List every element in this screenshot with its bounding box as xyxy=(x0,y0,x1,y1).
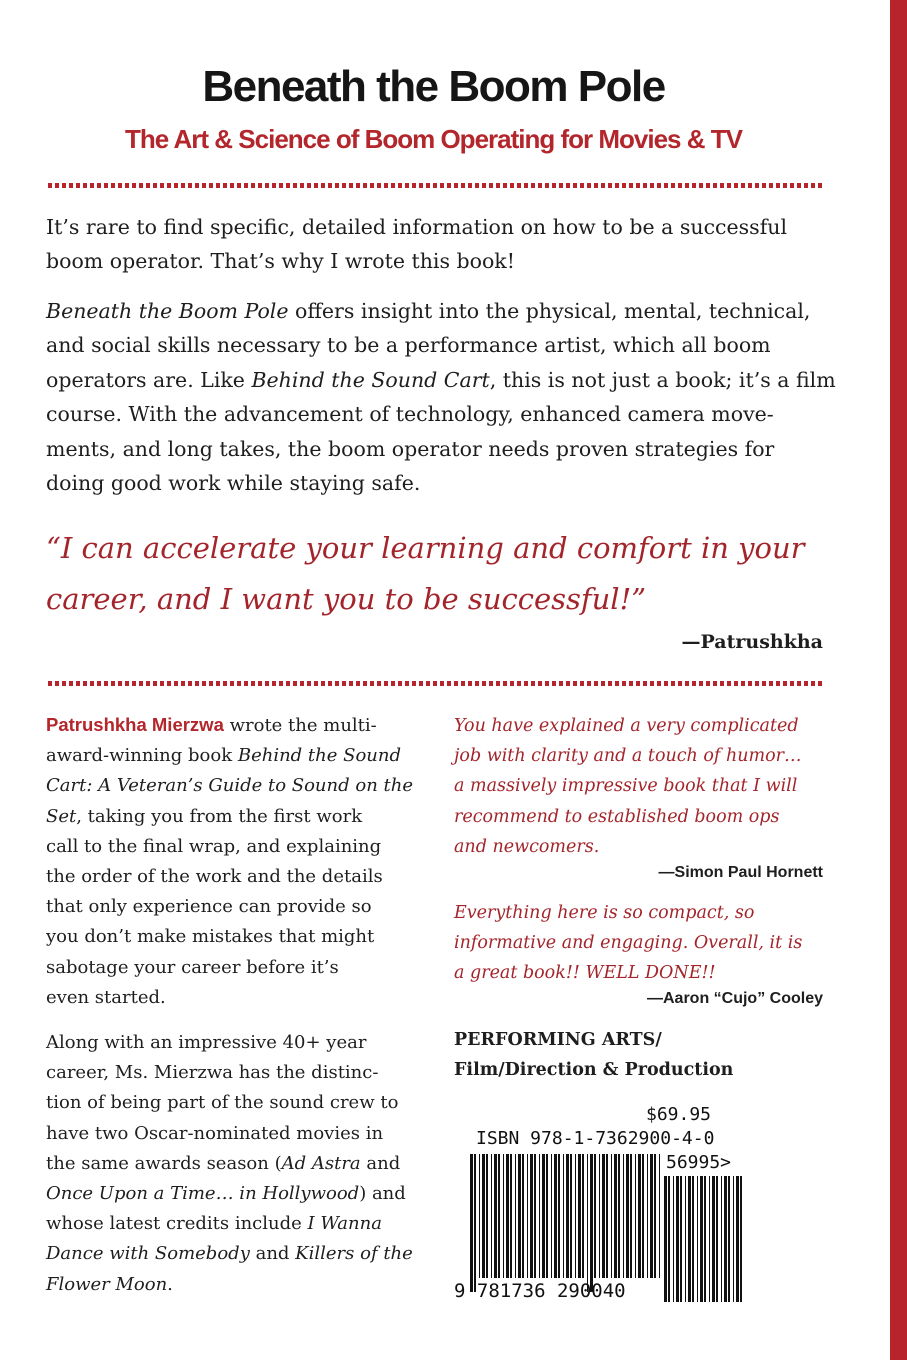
barcode-bar xyxy=(587,1154,588,1292)
barcode-bar xyxy=(546,1154,548,1278)
review-2-attribution: —Aaron “Cujo” Cooley xyxy=(646,990,823,1007)
text-line: call to the final wrap, and explaining xyxy=(46,835,382,857)
text-line xyxy=(46,1179,426,1209)
text-line xyxy=(46,710,426,741)
barcode-bar xyxy=(630,1154,632,1278)
barcode-bar xyxy=(506,1154,509,1278)
text-fragment: operators are. Like xyxy=(46,367,252,392)
barcode-bar xyxy=(539,1154,540,1278)
ean-barcode-bars xyxy=(468,1154,664,1294)
author-career xyxy=(46,1028,426,1300)
barcode-bar xyxy=(688,1176,691,1302)
quote-line: “I can accelerate your learning and comfort in your xyxy=(46,531,805,565)
book-title: Beneath the Boom Pole xyxy=(202,62,665,111)
quote-line: career, and I want you to be successful!” xyxy=(46,582,647,616)
barcode-bar xyxy=(570,1154,572,1278)
text-line: even started. xyxy=(46,986,166,1008)
text-fragment: ) and xyxy=(359,1183,406,1205)
text-line: doing good work while staying safe. xyxy=(46,471,421,496)
review-line: You have explained a very complicated xyxy=(454,716,799,736)
barcode-bar xyxy=(534,1154,536,1278)
barcode-bar xyxy=(482,1154,485,1278)
barcode-bar xyxy=(606,1154,608,1278)
barcode-bar xyxy=(740,1176,742,1302)
barcode-bar xyxy=(582,1154,584,1278)
text-line: sabotage your career before it’s xyxy=(46,956,339,978)
isbn-barcode xyxy=(454,1104,754,1304)
barcode-bar xyxy=(554,1154,557,1278)
barcode-bar xyxy=(650,1154,653,1278)
barcode-bar xyxy=(494,1154,497,1278)
barcode-bar xyxy=(635,1154,636,1278)
barcode-bar xyxy=(654,1154,656,1278)
barcode-bar xyxy=(510,1154,512,1278)
barcode-bar xyxy=(614,1154,617,1278)
barcode-bar xyxy=(659,1154,660,1278)
barcode-bar xyxy=(736,1176,739,1302)
barcode-bar xyxy=(724,1176,727,1302)
text-line: course. With the advancement of technology, enhanced camera move- xyxy=(46,402,774,427)
review-line: recommend to established boom ops xyxy=(454,806,780,827)
author-bio xyxy=(46,710,426,1013)
text-line: have two Oscar-nominated movies in xyxy=(46,1122,384,1144)
barcode-bar xyxy=(470,1154,473,1292)
barcode-bar xyxy=(680,1176,682,1302)
text-line xyxy=(46,363,836,397)
barcode-bar xyxy=(542,1154,545,1278)
barcode-bar xyxy=(623,1154,624,1278)
barcode-bar xyxy=(700,1176,703,1302)
barcode-bar xyxy=(578,1154,581,1278)
movie-title-ref: Once Upon a Time… in Hollywood xyxy=(46,1183,360,1205)
barcode-bar xyxy=(566,1154,569,1278)
isbn-label: ISBN 978-1-7362900-4-0 xyxy=(476,1128,715,1149)
text-line: and social skills necessary to be a performance artist, which all boom xyxy=(46,333,771,358)
barcode-bar xyxy=(673,1176,674,1302)
text-fragment: offers insight into the physical, mental, technical, xyxy=(288,299,811,323)
text-line: tion of being part of the sound crew to xyxy=(46,1092,399,1114)
barcode-bar xyxy=(676,1176,679,1302)
barcode-bar xyxy=(498,1154,500,1278)
text-line xyxy=(46,1209,426,1239)
text-line xyxy=(46,1149,426,1179)
book-title-ref: Behind the Sound Cart xyxy=(251,367,490,392)
text-line xyxy=(46,802,426,832)
review-line: a massively impressive book that I will xyxy=(454,776,798,797)
movie-title-ref: Ad Astra xyxy=(281,1152,361,1174)
book-title-ref: Behind the Sound xyxy=(237,745,402,767)
barcode-bar xyxy=(733,1176,734,1302)
barcode-bar xyxy=(602,1154,605,1278)
book-title-ref: Beneath the Boom Pole xyxy=(46,299,289,323)
barcode-bar xyxy=(575,1154,576,1278)
review-line: a great book!! WELL DONE!! xyxy=(454,963,716,984)
text-fragment: . xyxy=(167,1273,173,1295)
text-line xyxy=(46,741,426,771)
intro-paragraph-1 xyxy=(46,210,826,279)
barcode-bar xyxy=(590,1154,593,1292)
text-line: the order of the work and the details xyxy=(46,866,383,888)
barcode-bar xyxy=(530,1154,533,1278)
text-fragment: and xyxy=(249,1243,296,1265)
review-line: Everything here is so compact, so xyxy=(454,903,755,923)
book-title-ref: Set xyxy=(46,805,77,827)
text-fragment: whose latest credits include xyxy=(46,1213,308,1235)
barcode-bar xyxy=(558,1154,560,1278)
ean-digits: 9 781736 290040 xyxy=(454,1280,626,1302)
text-fragment: wrote the multi- xyxy=(223,715,377,736)
text-line: you don’t make mistakes that might xyxy=(46,926,375,948)
barcode-bar xyxy=(594,1154,596,1278)
book-subtitle: The Art & Science of Boom Operating for Movies & TV xyxy=(125,124,742,154)
text-fragment: award-winning book xyxy=(46,745,238,767)
text-line xyxy=(46,294,826,328)
addon-label: 56995> xyxy=(666,1152,732,1173)
barcode-bar xyxy=(668,1176,670,1302)
movie-title-ref: Dance with Somebody xyxy=(46,1243,250,1265)
review-2 xyxy=(454,898,834,989)
barcode-bar xyxy=(563,1154,564,1278)
barcode-bar xyxy=(518,1154,521,1278)
text-fragment: , this is not just a book; it’s a film xyxy=(489,367,836,392)
review-line: job with clarity and a touch of humor… xyxy=(454,746,802,767)
text-line: that only experience can provide so xyxy=(46,896,372,918)
text-line: ments, and long takes, the boom operator needs proven strategies for xyxy=(46,436,775,461)
review-1-attribution: —Simon Paul Hornett xyxy=(658,864,823,881)
barcode-bar xyxy=(709,1176,710,1302)
barcode-bar xyxy=(728,1176,730,1302)
barcode-bar xyxy=(697,1176,698,1302)
pull-quote-attribution: —Patrushkha xyxy=(681,631,823,653)
barcode-bar xyxy=(712,1176,715,1302)
barcode-bar xyxy=(704,1176,706,1302)
barcode-bar xyxy=(551,1154,552,1278)
barcode-bar xyxy=(647,1154,648,1278)
dotted-divider-middle xyxy=(48,681,824,686)
text-fragment: the same awards season ( xyxy=(46,1152,282,1174)
barcode-bar xyxy=(642,1154,644,1278)
barcode-bar xyxy=(486,1154,488,1278)
category-line: PERFORMING ARTS/ xyxy=(454,1030,662,1050)
barcode-bar xyxy=(515,1154,516,1278)
barcode-bar xyxy=(491,1154,492,1278)
intro-paragraph-2 xyxy=(46,294,836,500)
barcode-bar xyxy=(474,1154,476,1292)
barcode-bar xyxy=(611,1154,612,1278)
text-line xyxy=(46,1239,426,1269)
barcode-bar xyxy=(685,1176,686,1302)
text-line xyxy=(46,771,426,801)
barcode-bar xyxy=(721,1176,722,1302)
text-line xyxy=(46,1270,426,1300)
bisac-category xyxy=(454,1025,733,1085)
dotted-divider-top xyxy=(48,183,824,188)
review-1 xyxy=(454,711,834,862)
barcode-bar xyxy=(692,1176,694,1302)
barcode-bar xyxy=(599,1154,600,1278)
text-line: It’s rare to find specific, detailed information on how to be a successful xyxy=(46,215,788,239)
barcode-bar xyxy=(522,1154,524,1278)
addon-barcode-bars xyxy=(662,1176,746,1304)
text-line: career, Ms. Mierzwa has the distinc- xyxy=(46,1062,379,1084)
barcode-bar xyxy=(527,1154,528,1278)
text-line: boom operator. That’s why I wrote this book! xyxy=(46,249,515,274)
price-label: $69.95 xyxy=(646,1104,712,1125)
text-line: Along with an impressive 40+ year xyxy=(46,1032,367,1053)
cover-edge-band xyxy=(890,0,907,1360)
barcode-bar xyxy=(626,1154,629,1278)
movie-title-ref: Flower Moon xyxy=(46,1273,168,1295)
movie-title-ref: I Wanna xyxy=(307,1213,382,1235)
barcode-bar xyxy=(479,1154,480,1278)
text-fragment: , taking you from the first work xyxy=(76,805,363,827)
book-title-ref: Cart: A Veteran’s Guide to Sound on the xyxy=(46,775,413,797)
movie-title-ref: Killers of the xyxy=(295,1243,413,1265)
category-line: Film/Direction & Production xyxy=(454,1060,734,1080)
barcode-bar xyxy=(716,1176,718,1302)
barcode-bar xyxy=(664,1176,667,1302)
pull-quote xyxy=(46,523,836,625)
text-fragment: and xyxy=(360,1152,401,1174)
review-line: and newcomers. xyxy=(454,836,600,857)
barcode-bar xyxy=(618,1154,620,1278)
author-name: Patrushkha Mierzwa xyxy=(46,714,224,735)
barcode-bar xyxy=(503,1154,504,1278)
review-line: informative and engaging. Overall, it is xyxy=(454,933,803,954)
barcode-bar xyxy=(638,1154,641,1278)
